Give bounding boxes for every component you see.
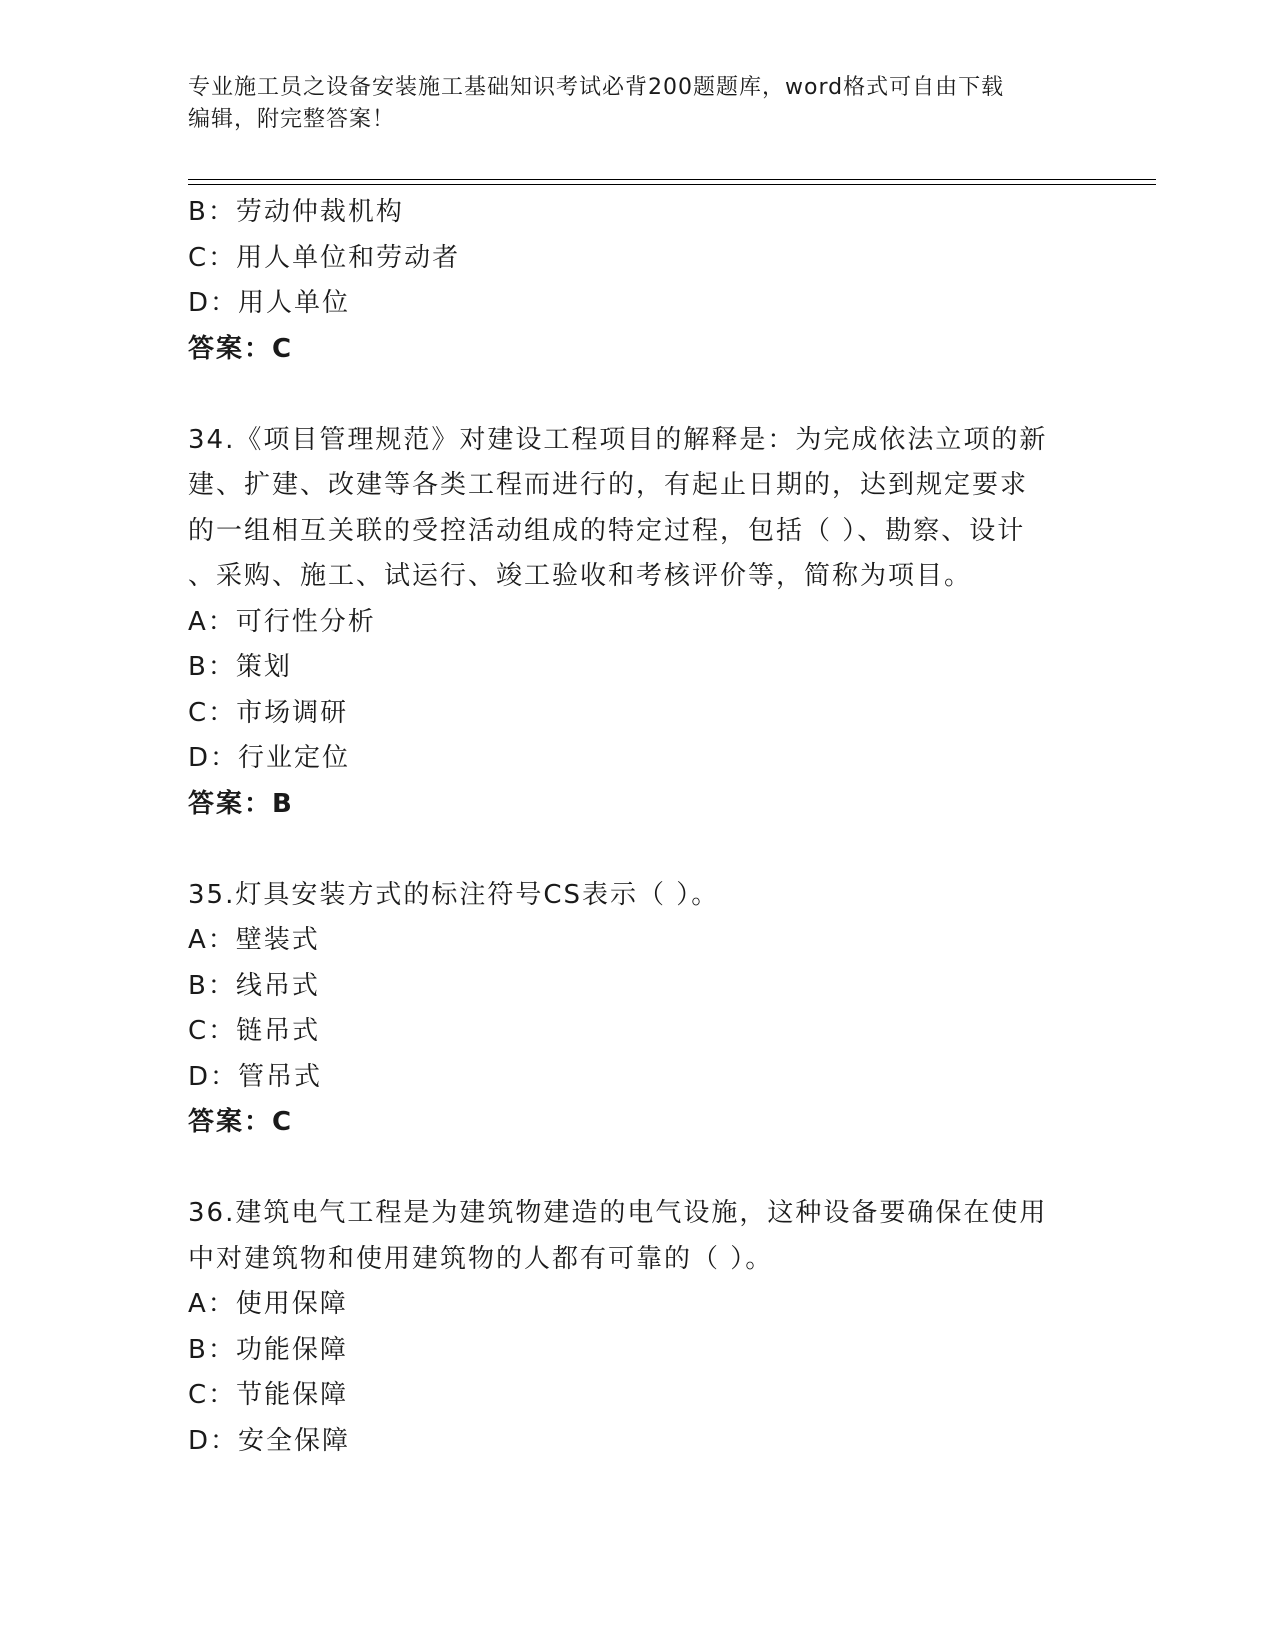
header-divider-top (188, 179, 1156, 180)
question-text-line: 、采购、施工、试运行、竣工验收和考核评价等，简称为项目。 (188, 561, 973, 591)
question-text-line: 36.建筑电气工程是为建筑物建造的电气设施，这种设备要确保在使用 (188, 1198, 1048, 1228)
question-35 (188, 873, 1088, 1146)
option-c: C：用人单位和劳动者 (188, 242, 461, 273)
question-text-line: 中对建筑物和使用建筑物的人都有可靠的（ ）。 (188, 1243, 774, 1274)
option-d: D：安全保障 (188, 1425, 351, 1456)
question-36 (188, 1191, 1088, 1464)
option-a: A：可行性分析 (188, 606, 376, 637)
header-line-1: 专业施工员之设备安装施工基础知识考试必背200题题库，word格式可自由下载 (188, 75, 1005, 100)
answer-line: 答案：C (188, 333, 294, 364)
question-text-line: 35.灯具安装方式的标注符号CS表示（ ）。 (188, 879, 720, 910)
question-33-continued (188, 190, 1088, 372)
question-34 (188, 418, 1088, 828)
option-d: D：管吊式 (188, 1061, 323, 1092)
option-b: B：劳动仲裁机构 (188, 197, 404, 227)
spacer (188, 827, 1088, 873)
option-d: D：行业定位 (188, 743, 351, 773)
spacer (188, 1146, 1088, 1192)
document-header (188, 72, 1088, 136)
option-d: D：用人单位 (188, 288, 351, 318)
option-a: A：壁装式 (188, 925, 320, 955)
option-c: C：链吊式 (188, 1016, 321, 1046)
spacer (188, 372, 1088, 418)
option-b: B：策划 (188, 652, 292, 682)
question-text-line: 的一组相互关联的受控活动组成的特定过程，包括（ ）、勘察、设计 (188, 515, 1026, 546)
question-text-line: 34.《项目管理规范》对建设工程项目的解释是：为完成依法立项的新 (188, 424, 1048, 455)
option-b: B：功能保障 (188, 1334, 348, 1365)
option-c: C：节能保障 (188, 1380, 349, 1410)
question-text-line: 建、扩建、改建等各类工程而进行的，有起止日期的，达到规定要求 (188, 470, 1029, 500)
option-c: C：市场调研 (188, 697, 349, 728)
header-line-2: 编辑，附完整答案！ (188, 107, 396, 132)
option-a: A：使用保障 (188, 1289, 348, 1319)
answer-line: 答案：B (188, 788, 294, 819)
answer-line: 答案：C (188, 1107, 294, 1137)
header-divider-bottom (188, 184, 1156, 185)
option-b: B：线吊式 (188, 970, 320, 1001)
question-list (188, 190, 1088, 1464)
